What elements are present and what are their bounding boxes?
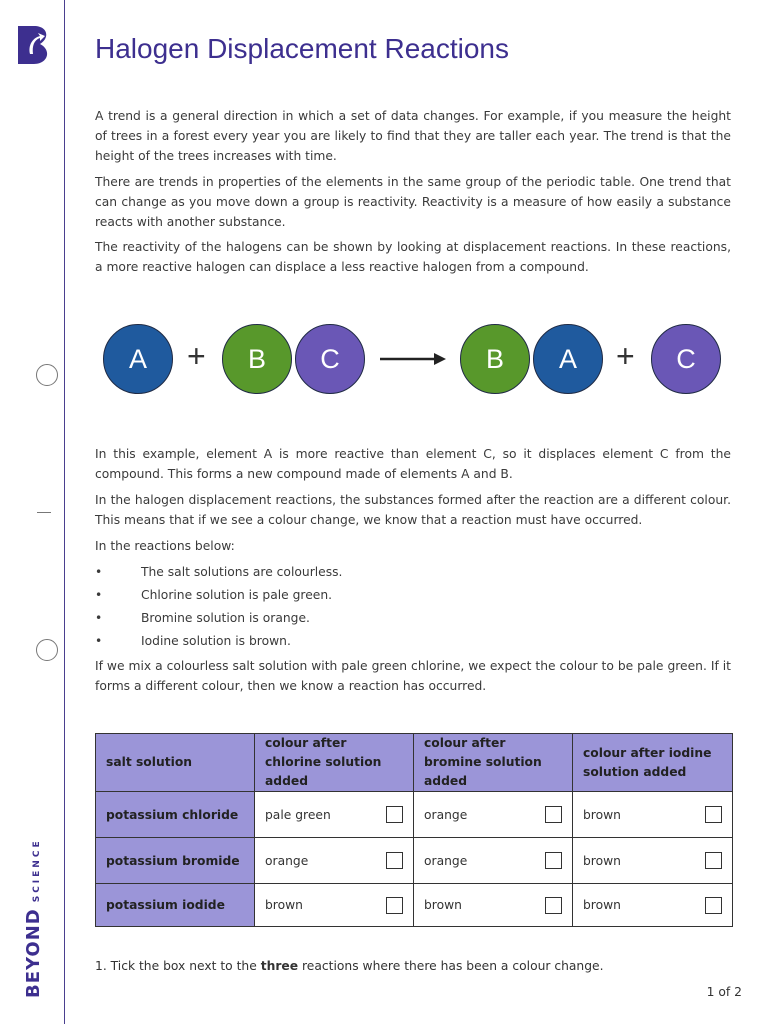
explanation-paragraph-1: In this example, element A is more reactive than element C, so it displaces element C from the compound. This forms a new compound made of elements A and B.: [95, 447, 731, 481]
circle-product-c: C: [651, 324, 721, 394]
reaction-arrow-icon: [380, 352, 448, 366]
bullet-dot: •: [95, 588, 103, 602]
circle-reactant-a: A: [103, 324, 173, 394]
table-cell: [573, 838, 733, 884]
table-header: colour after iodine solution added: [573, 734, 733, 792]
table-cell: [255, 838, 414, 884]
displacement-diagram: [95, 318, 735, 402]
page-number: 1 of 2: [706, 985, 742, 999]
table-cell: [414, 884, 573, 927]
tick-checkbox[interactable]: [386, 806, 403, 823]
question-suffix: reactions where there has been a colour change.: [298, 959, 604, 973]
circle-reactant-b: B: [222, 324, 292, 394]
cell-colour: brown: [583, 853, 621, 868]
explanation-paragraph-2: In the halogen displacement reactions, the substances formed after the reaction are a different colour. This means that if we see a colour change, we know that a reaction must have occurred.: [95, 493, 731, 527]
tick-checkbox[interactable]: [386, 897, 403, 914]
intro-paragraph-3: The reactivity of the halogens can be shown by looking at displacement reactions. In these reactions, a more reactive halogen can displace a less reactive halogen from a compound.: [95, 240, 731, 274]
cell-colour: brown: [583, 807, 621, 822]
bullet-dot: •: [95, 565, 103, 579]
tick-checkbox[interactable]: [545, 806, 562, 823]
circle-reactant-c: C: [295, 324, 365, 394]
bullet-dot: •: [95, 634, 103, 648]
punch-hole-bottom: [36, 639, 58, 661]
margin-line: [64, 0, 65, 1024]
circle-product-b: B: [460, 324, 530, 394]
bullet-item: [95, 585, 332, 605]
tick-checkbox[interactable]: [545, 852, 562, 869]
tick-checkbox[interactable]: [545, 897, 562, 914]
bullet-item: [95, 562, 342, 582]
table-cell: [414, 792, 573, 838]
beyond-logo-icon: [14, 24, 50, 66]
cell-colour: brown: [424, 898, 462, 912]
table-cell: [573, 792, 733, 838]
table-header: colour after chlorine solution added: [255, 734, 414, 792]
fold-mark: [37, 512, 51, 513]
circle-product-a: A: [533, 324, 603, 394]
brand-sub: SCIENCE: [32, 838, 42, 903]
table-row: [96, 838, 733, 884]
row-salt: potassium bromide: [96, 838, 255, 884]
punch-hole-top: [36, 364, 58, 386]
tick-checkbox[interactable]: [386, 852, 403, 869]
table-row: [96, 884, 733, 927]
bullet-text: Bromine solution is orange.: [141, 611, 310, 625]
bullet-text: Iodine solution is brown.: [141, 634, 291, 648]
plus-sign-left: +: [187, 338, 206, 374]
bullet-dot: •: [95, 611, 103, 625]
tick-checkbox[interactable]: [705, 806, 722, 823]
tick-checkbox[interactable]: [705, 897, 722, 914]
brand-name: BEYOND: [23, 908, 44, 998]
table-cell: [255, 792, 414, 838]
conclusion-paragraph: If we mix a colourless salt solution with pale green chlorine, we expect the colour to be pale green. If it forms a different colour, then we know a reaction has occurred.: [95, 659, 731, 693]
bullet-item: [95, 608, 310, 628]
tick-checkbox[interactable]: [705, 852, 722, 869]
table-cell: [255, 884, 414, 927]
page-title: Halogen Displacement Reactions: [95, 33, 509, 64]
table-row: [96, 792, 733, 838]
bullet-text: Chlorine solution is pale green.: [141, 588, 333, 602]
table-header: salt solution: [96, 734, 255, 792]
question-1: [95, 959, 604, 973]
question-prefix: 1. Tick the box next to the: [95, 959, 261, 973]
table-cell: [414, 838, 573, 884]
cell-colour: orange: [424, 853, 468, 868]
results-table: [95, 733, 733, 927]
cell-colour: brown: [265, 898, 303, 912]
cell-colour: pale green: [265, 807, 331, 822]
cell-colour: orange: [265, 853, 309, 868]
table-header-row: [96, 734, 733, 792]
bullet-item: [95, 631, 291, 651]
plus-sign-right: +: [616, 338, 635, 374]
brand-wordmark: [23, 838, 44, 998]
cell-colour: brown: [583, 898, 621, 912]
row-salt: potassium iodide: [96, 884, 255, 927]
question-emphasis: three: [260, 959, 299, 973]
cell-colour: orange: [424, 807, 468, 822]
intro-paragraph-1: A trend is a general direction in which a set of data changes. For example, if you measure the height of trees in a forest every year you are likely to find that they are taller each year. The trend is that the height of the trees increases with time.: [95, 109, 731, 163]
table-cell: [573, 884, 733, 927]
bullet-text: The salt solutions are colourless.: [141, 565, 343, 579]
explanation-paragraph-3: In the reactions below:: [95, 539, 235, 553]
intro-paragraph-2: There are trends in properties of the elements in the same group of the periodic table. One trend that can change as you move down a group is reactivity. Reactivity is a measure of how easily a substance reacts with another substance.: [95, 175, 731, 229]
row-salt: potassium chloride: [96, 792, 255, 838]
table-header: colour after bromine solution added: [414, 734, 573, 792]
